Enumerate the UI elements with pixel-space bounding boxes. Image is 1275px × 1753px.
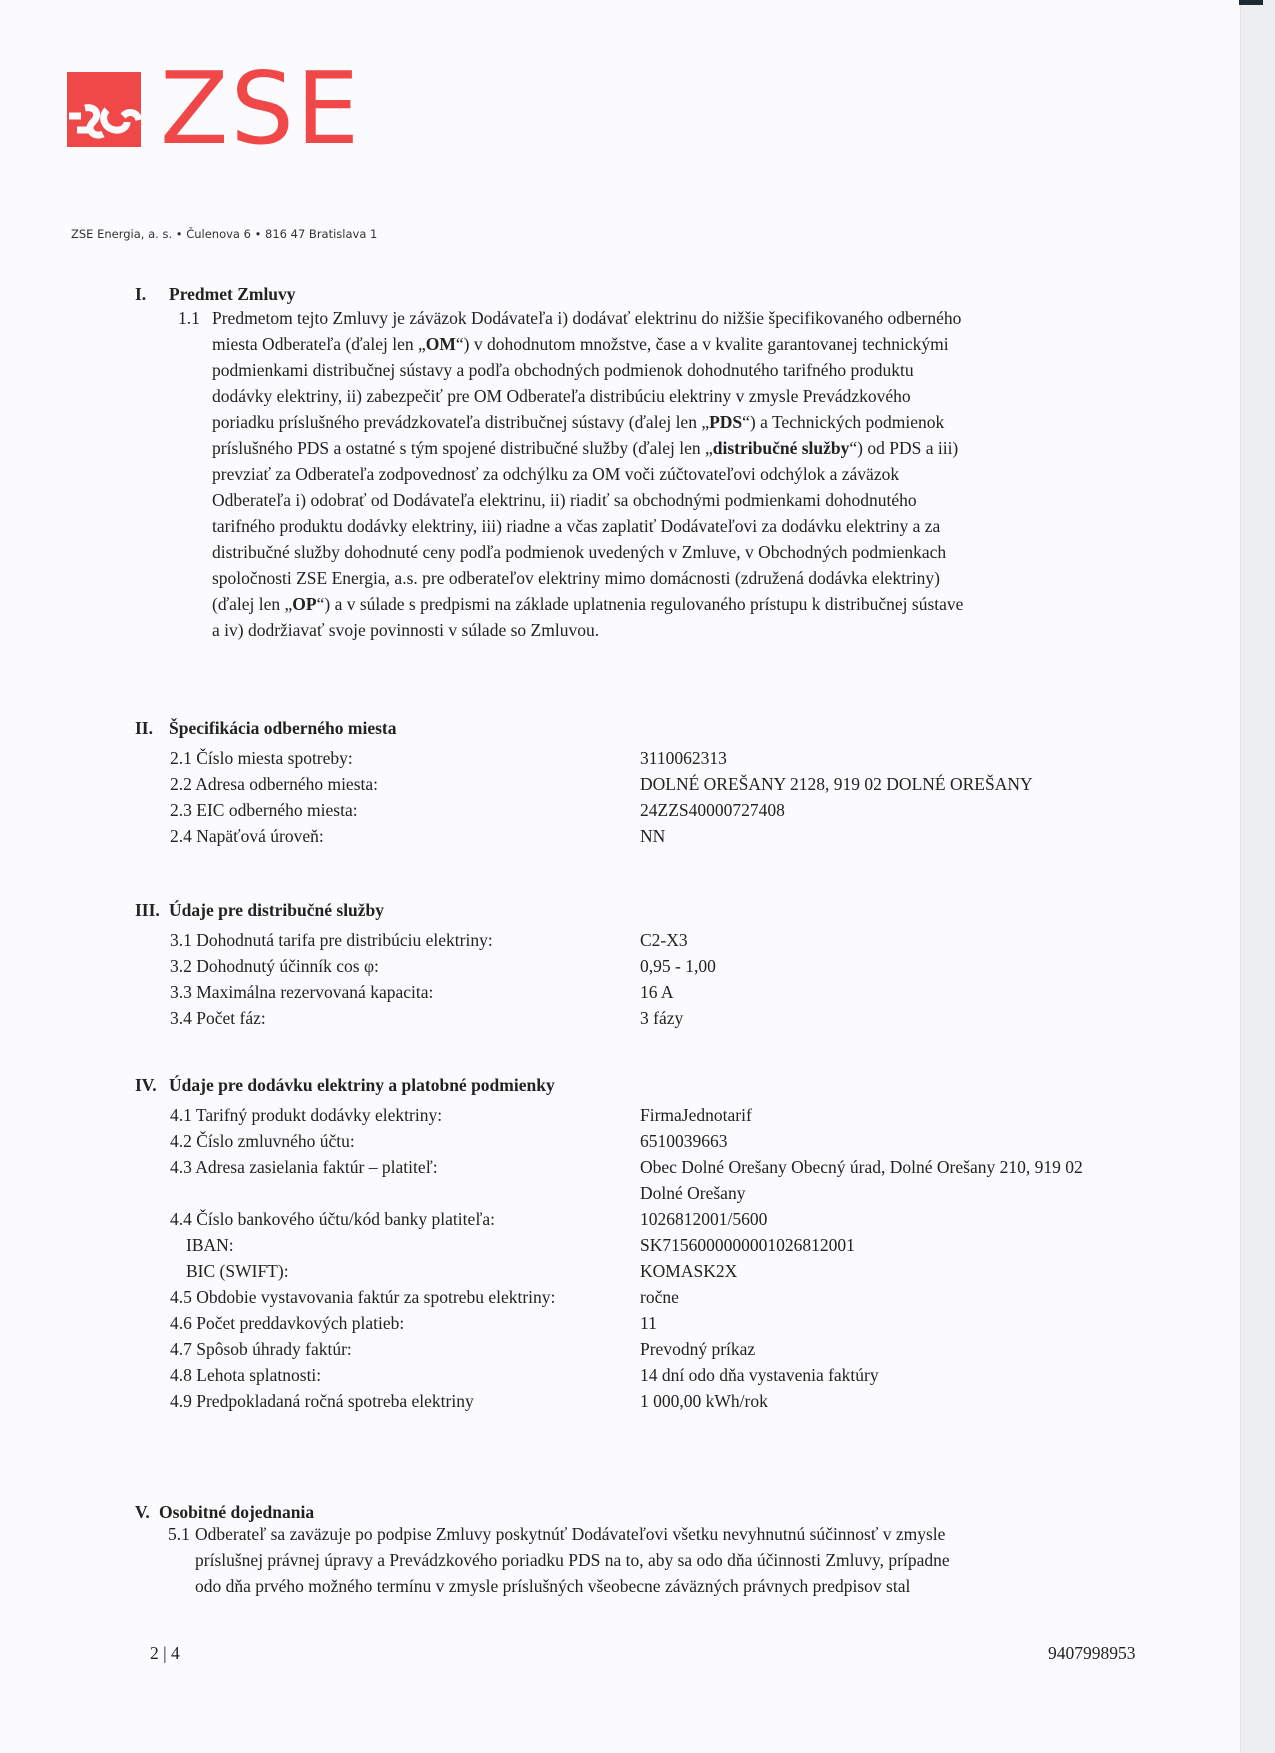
section-3-heading xyxy=(135,900,384,921)
text-run: “) a v súlade s predpismi na základe uplatnenia regulovaného prístupu k distribučnej sústave xyxy=(316,594,964,614)
field-value: Prevodný príkaz xyxy=(640,1339,756,1359)
paragraph-line: odo dňa prvého možného termínu v zmysle príslušných všeobecne záväzných právnych predpisov stal xyxy=(195,1576,911,1596)
section-2-heading xyxy=(135,718,397,739)
defined-term: PDS xyxy=(709,412,743,432)
section-5-paragraph xyxy=(168,1521,1248,1599)
text-run: miesta Odberateľa (ďalej len „ xyxy=(212,334,426,354)
text-run: Predmetom tejto Zmluvy je záväzok Dodávateľa i) dodávať elektrinu do nižšie špecifikovaného odberného xyxy=(212,308,962,328)
field-label: 4.5 Obdobie vystavovania faktúr za spotrebu elektriny: xyxy=(170,1287,556,1307)
field-value-continuation: Dolné Orešany xyxy=(640,1183,746,1203)
paragraph-line xyxy=(212,435,1228,461)
section-5-number: V. xyxy=(135,1502,150,1522)
field-value: ročne xyxy=(640,1287,679,1307)
field-label: 3.4 Počet fáz: xyxy=(170,1008,266,1028)
text-run: “) v dohodnutom množstve, čase a v kvalite garantovanej technickými xyxy=(455,334,949,354)
field-label: 2.2 Adresa odberného miesta: xyxy=(170,774,379,794)
field-value: 14 dní odo dňa vystavenia faktúry xyxy=(640,1365,879,1385)
section-4-number: IV. xyxy=(135,1075,157,1095)
section-5-heading xyxy=(135,1502,314,1523)
paragraph-line: príslušnej právnej úpravy a Prevádzkového poriadku PDS na to, aby sa odo dňa účinnosti Zmluvy, prípadne xyxy=(195,1550,950,1570)
field-label: 4.1 Tarifný produkt dodávky elektriny: xyxy=(170,1105,443,1125)
field-label: 3.3 Maximálna rezervovaná kapacita: xyxy=(170,982,434,1002)
zse-logo-text: ZSE xyxy=(160,50,362,167)
defined-term: distribučné služby xyxy=(712,438,850,458)
paragraph-line xyxy=(212,409,1228,435)
section-4-heading xyxy=(135,1075,555,1096)
text-run: prevziať za Odberateľa zodpovednosť za odchýlku za OM voči zúčtovateľovi odchýlok a záväzok xyxy=(212,464,900,484)
field-label: 4.7 Spôsob úhrady faktúr: xyxy=(170,1339,352,1359)
field-value: 1 000,00 kWh/rok xyxy=(640,1391,768,1411)
field-value: FirmaJednotarif xyxy=(640,1105,752,1125)
field-label: 3.2 Dohodnutý účinník cos φ: xyxy=(170,956,379,976)
paragraph-line xyxy=(212,357,1228,383)
text-run: distribučné služby dohodnuté ceny podľa podmienok uvedených v Zmluve, v Obchodných podmienkach xyxy=(212,542,947,562)
paragraph-5-1-body xyxy=(195,1521,1248,1599)
field-label: 2.1 Číslo miesta spotreby: xyxy=(170,748,353,768)
zse-logo-symbol-icon xyxy=(67,72,141,147)
field-value: KOMASK2X xyxy=(640,1261,738,1281)
field-value: 16 A xyxy=(640,982,674,1002)
field-value: 1026812001/5600 xyxy=(640,1209,768,1229)
text-run: príslušného PDS a ostatné s tým spojené distribučné služby (ďalej len „ xyxy=(212,438,713,458)
field-value: 3 fázy xyxy=(640,1008,684,1028)
text-run: podmienkami distribučnej sústavy a podľa obchodných podmienok dohodnutého tarifného produktu xyxy=(212,360,914,380)
paragraph-line xyxy=(212,331,1228,357)
section-3-title: Údaje pre distribučné služby xyxy=(169,900,385,920)
paragraph-line xyxy=(212,591,1228,617)
field-label: 4.4 Číslo bankového účtu/kód banky platiteľa: xyxy=(170,1209,495,1229)
text-run: “) od PDS a iii) xyxy=(849,438,959,458)
field-label: IBAN: xyxy=(186,1235,234,1255)
field-label: 4.2 Číslo zmluvného účtu: xyxy=(170,1131,355,1151)
field-value: Obec Dolné Orešany Obecný úrad, Dolné Orešany 210, 919 02 xyxy=(640,1157,1083,1177)
text-run: spoločnosti ZSE Energia, a.s. pre odberateľov elektriny mimo domácnosti (združená dodávka elektriny) xyxy=(212,568,940,588)
paragraph-5-1-label: 5.1 xyxy=(168,1524,190,1544)
field-value: DOLNÉ OREŠANY 2128, 919 02 DOLNÉ OREŠANY xyxy=(640,774,1033,794)
text-run: “) a Technických podmienok xyxy=(742,412,945,432)
section-2-title: Špecifikácia odberného miesta xyxy=(169,718,397,738)
section-1-number: I. xyxy=(135,284,147,304)
field-label: 2.4 Napäťová úroveň: xyxy=(170,826,324,846)
text-run: (ďalej len „ xyxy=(212,594,293,614)
paragraph-line xyxy=(212,565,1228,591)
paragraph-line xyxy=(212,383,1228,409)
section-4-title: Údaje pre dodávku elektriny a platobné podmienky xyxy=(169,1075,555,1095)
section-1-paragraph xyxy=(178,305,1228,643)
text-run: a iv) dodržiavať svoje povinnosti v súlade so Zmluvou. xyxy=(212,620,600,640)
paragraph-line xyxy=(212,461,1228,487)
field-label: 4.9 Predpokladaná ročná spotreba elektriny xyxy=(170,1391,474,1411)
paragraph-line xyxy=(212,617,1228,643)
paragraph-1-1-label: 1.1 xyxy=(178,308,200,328)
defined-term: OP xyxy=(292,594,317,614)
text-run: tarifného produktu dodávky elektriny, iii) riadne a včas zaplatiť Dodávateľovi za dodávku elektriny a za xyxy=(212,516,941,536)
field-label: 4.6 Počet preddavkových platieb: xyxy=(170,1313,405,1333)
defined-term: OM xyxy=(425,334,456,354)
scan-edge xyxy=(1240,0,1275,1753)
scan-edge-mark xyxy=(1239,0,1263,5)
field-value: 0,95 - 1,00 xyxy=(640,956,716,976)
paragraph-line xyxy=(212,539,1228,565)
section-3-number: III. xyxy=(135,900,160,920)
paragraph-line xyxy=(212,487,1228,513)
field-label: 3.1 Dohodnutá tarifa pre distribúciu elektriny: xyxy=(170,930,493,950)
company-address: ZSE Energia, a. s. • Čulenova 6 • 816 47 Bratislava 1 xyxy=(71,227,378,241)
field-label: 4.8 Lehota splatnosti: xyxy=(170,1365,322,1385)
field-value: 11 xyxy=(640,1313,657,1333)
document-number: 9407998953 xyxy=(1048,1643,1136,1663)
field-label: 4.3 Adresa zasielania faktúr – platiteľ: xyxy=(170,1157,438,1177)
paragraph-line xyxy=(212,305,1228,331)
text-run: Odberateľa i) odobrať od Dodávateľa elektrinu, ii) riadiť sa obchodnými podmienkami dohodnutého xyxy=(212,490,917,510)
section-2-number: II. xyxy=(135,718,153,738)
paragraph-1-1-body xyxy=(212,305,1228,643)
field-value: SK7156000000001026812001 xyxy=(640,1235,855,1255)
paragraph-line: Odberateľ sa zaväzuje po podpise Zmluvy poskytnúť Dodávateľovi všetku nevyhnutnú súčinnosť v zmysle xyxy=(195,1524,946,1544)
field-label: BIC (SWIFT): xyxy=(186,1261,289,1281)
text-run: dodávky elektriny, ii) zabezpečiť pre OM Odberateľa distribúciu elektriny v zmysle Prevádzkového xyxy=(212,386,911,406)
section-5-title: Osobitné dojednania xyxy=(159,1502,315,1522)
field-value: 3110062313 xyxy=(640,748,727,768)
field-value: 24ZZS40000727408 xyxy=(640,800,785,820)
section-1-title: Predmet Zmluvy xyxy=(169,284,296,304)
field-label: 2.3 EIC odberného miesta: xyxy=(170,800,358,820)
paragraph-line xyxy=(212,513,1228,539)
page-number: 2 | 4 xyxy=(150,1643,180,1663)
field-value: 6510039663 xyxy=(640,1131,728,1151)
field-value: NN xyxy=(640,826,666,846)
text-run: poriadku príslušného prevádzkovateľa distribučnej sústavy (ďalej len „ xyxy=(212,412,710,432)
section-1-heading xyxy=(135,284,296,305)
field-value: C2-X3 xyxy=(640,930,688,950)
